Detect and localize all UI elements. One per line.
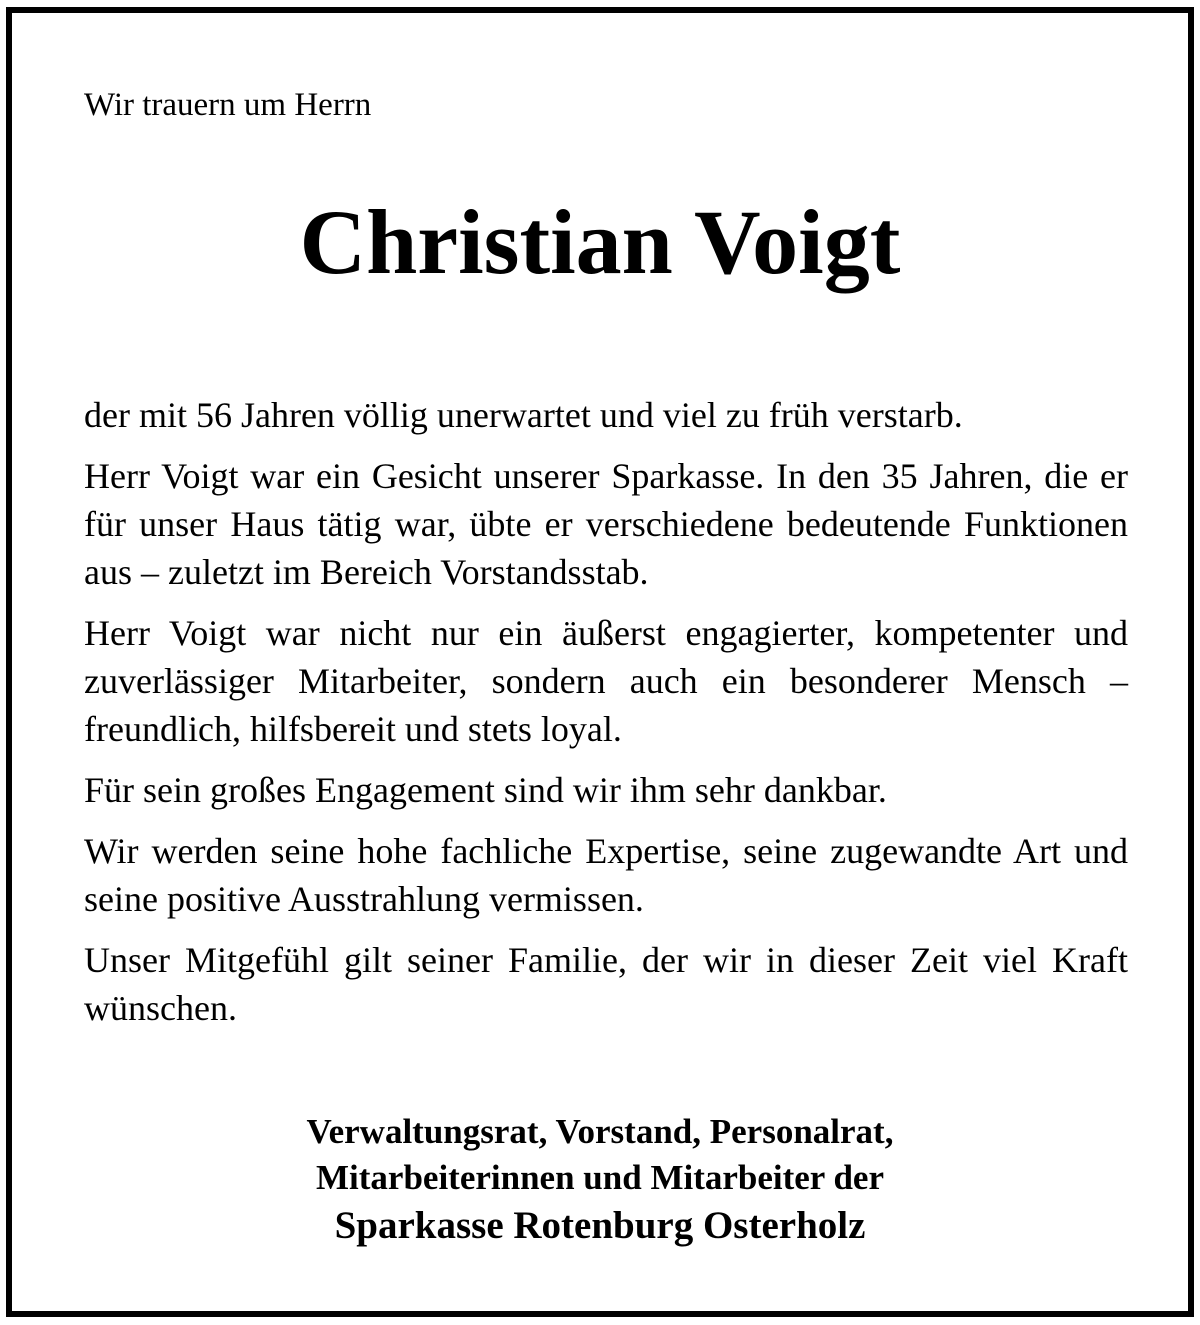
signature-organization: Sparkasse Rotenburg Osterholz	[334, 1204, 866, 1247]
paragraph-gratitude: Für sein großes Engagement sind wir ihm sehr dankbar.	[84, 770, 887, 810]
deceased-name: Christian Voigt	[299, 191, 901, 293]
signature-line-1: Verwaltungsrat, Vorstand, Personalrat,	[306, 1112, 894, 1151]
paragraph-remembrance: Wir werden seine hohe fachliche Expertise, seine zugewandte Art und seine positive Ausstrahlung vermissen.	[84, 831, 1128, 919]
obituary-notice	[6, 7, 1194, 1317]
notice-body	[84, 391, 1128, 1045]
signature-line-2: Mitarbeiterinnen und Mitarbeiter der	[316, 1158, 884, 1197]
signature-block	[12, 1109, 1188, 1251]
paragraph-career: Herr Voigt war ein Gesicht unserer Sparkasse. In den 35 Jahren, die er für unser Haus tätig war, übte er verschiedene bedeutende Funktionen aus – zuletzt im Bereich Vorstandsstab.	[84, 456, 1128, 592]
paragraph-character: Herr Voigt war nicht nur ein äußerst engagierter, kompetenter und zuverlässiger Mitarbeiter, sondern auch ein besonderer Mensch – freundlich, hilfsbereit und stets loyal.	[84, 613, 1128, 749]
paragraph-announcement: der mit 56 Jahren völlig unerwartet und viel zu früh verstarb.	[84, 395, 963, 435]
paragraph-condolence: Unser Mitgefühl gilt seiner Familie, der wir in dieser Zeit viel Kraft wünschen.	[84, 940, 1128, 1028]
intro-text: Wir trauern um Herrn	[84, 87, 372, 123]
